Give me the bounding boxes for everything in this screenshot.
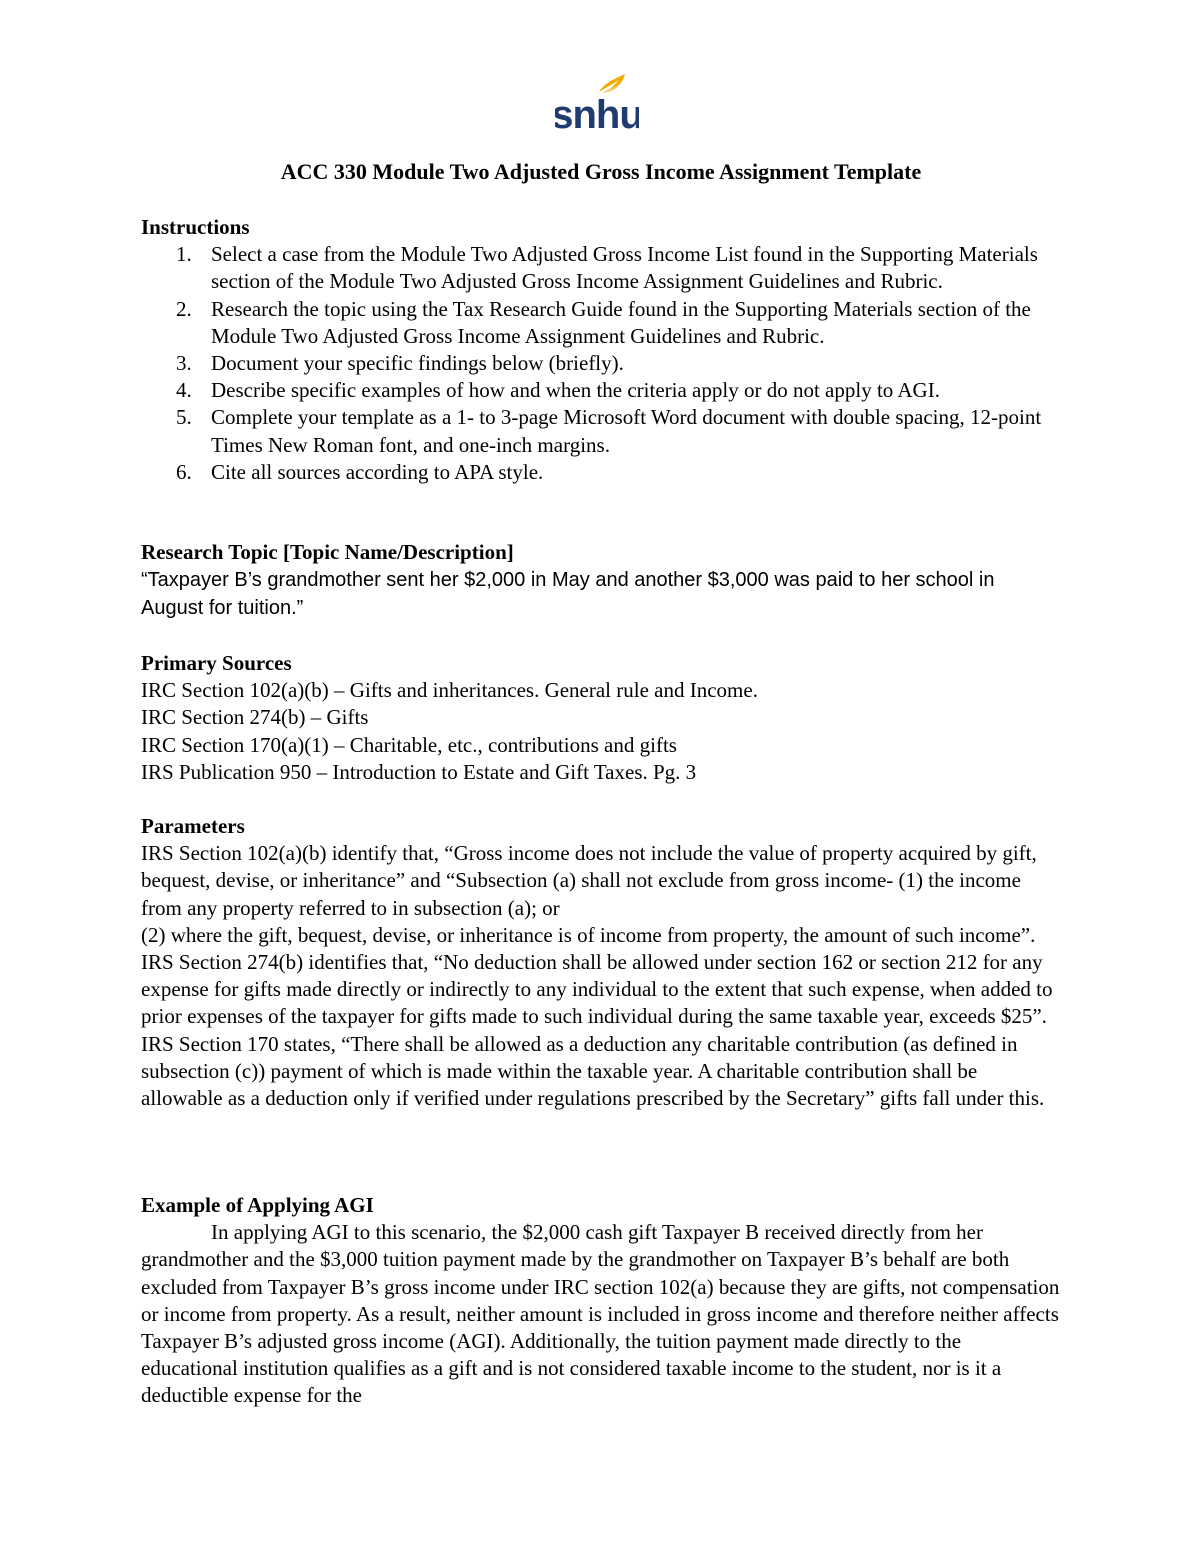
instructions-section: [141, 214, 1061, 486]
primary-sources-heading: Primary Sources: [141, 651, 292, 675]
example-text: In applying AGI to this scenario, the $2,000 cash gift Taxpayer B received directly from her grandmother and the $3,000 tuition payment made by the grandmother on Taxpayer B’s behalf are both excluded from Taxpayer B’s gross income under IRC section 102(a) because they are gifts, not compensation or income from property. As a result, neither amount is included in gross income and therefore neither affects Taxpayer B’s adjusted gross income (AGI). Additionally, the tuition payment made directly to the educational institution qualifies as a gift and is not considered taxable income to the student, nor is it a deductible expense for the: [141, 1220, 1060, 1408]
source-item: IRC Section 170(a)(1) – Charitable, etc., contributions and gifts: [141, 732, 677, 757]
parameters-section: [141, 813, 1061, 1112]
list-item: 3. Document your specific findings below (briefly).: [176, 351, 624, 376]
list-item: 4. Describe specific examples of how and when the criteria apply or do not apply to AGI.: [176, 378, 940, 403]
research-topic-section: [141, 539, 1061, 622]
parameters-text-1: IRS Section 102(a)(b) identify that, “Gross income does not include the value of property acquired by gift, bequest, devise, or inheritance” and “Subsection (a) shall not exclude from gross income- (1) the income from any property referred to in subsection (a); or: [141, 841, 1037, 920]
list-item: 1. Select a case from the Module Two Adjusted Gross Income List found in the Supporting Materials section of the Module Two Adjusted Gross Income Assignment Guidelines and Rubric.: [176, 242, 1038, 294]
instructions-heading: Instructions: [141, 215, 250, 239]
document-title: ACC 330 Module Two Adjusted Gross Income Assignment Template: [280, 159, 922, 184]
parameters-heading: Parameters: [141, 814, 245, 838]
instructions-list: [141, 241, 1061, 486]
snhu-logo: [555, 72, 639, 134]
document-page: [141, 0, 1061, 1553]
list-item: 5. Complete your template as a 1- to 3-page Microsoft Word document with double spacing, 12-point Times New Roman font, and one-inch margins.: [176, 405, 1042, 457]
research-topic-heading: Research Topic [Topic Name/Description]: [141, 540, 514, 564]
parameters-text-2: (2) where the gift, bequest, devise, or inheritance is of income from property, the amount of such income”. IRS Section 274(b) identifies that, “No deduction shall be allowed under section 162 or section 212 for any expense for gifts made directly or indirectly to any individual to the extent that such expense, when added to prior expenses of the taxpayer for gifts made to such individual during the same taxable year, exceeds $25”. IRS Section 170 states, “There shall be allowed as a deduction any charitable contribution (as defined in subsection (c)) payment of which is made within the taxable year. A charitable contribution shall be allowable as a deduction only if verified under regulations prescribed by the Secretary” gifts fall under this.: [141, 922, 1053, 1111]
list-item: 2. Research the topic using the Tax Research Guide found in the Supporting Materials section of the Module Two Adjusted Gross Income Assignment Guidelines and Rubric.: [176, 296, 1031, 348]
logo-text: snhu: [555, 93, 639, 134]
flame-leaf-icon: [555, 72, 639, 134]
example-section: [141, 1192, 1061, 1410]
research-topic-text: “Taxpayer B’s grandmother sent her $2,000 in May and another $3,000 was paid to her school in August for tuition.”: [141, 569, 995, 620]
example-heading: Example of Applying AGI: [141, 1193, 374, 1217]
source-item: IRC Section 102(a)(b) – Gifts and inheritances. General rule and Income.: [141, 678, 758, 703]
source-item: IRC Section 274(b) – Gifts: [141, 705, 369, 730]
source-item: IRS Publication 950 – Introduction to Estate and Gift Taxes. Pg. 3: [141, 759, 697, 784]
list-item: 6. Cite all sources according to APA style.: [176, 459, 544, 484]
primary-sources-section: [141, 650, 1061, 786]
